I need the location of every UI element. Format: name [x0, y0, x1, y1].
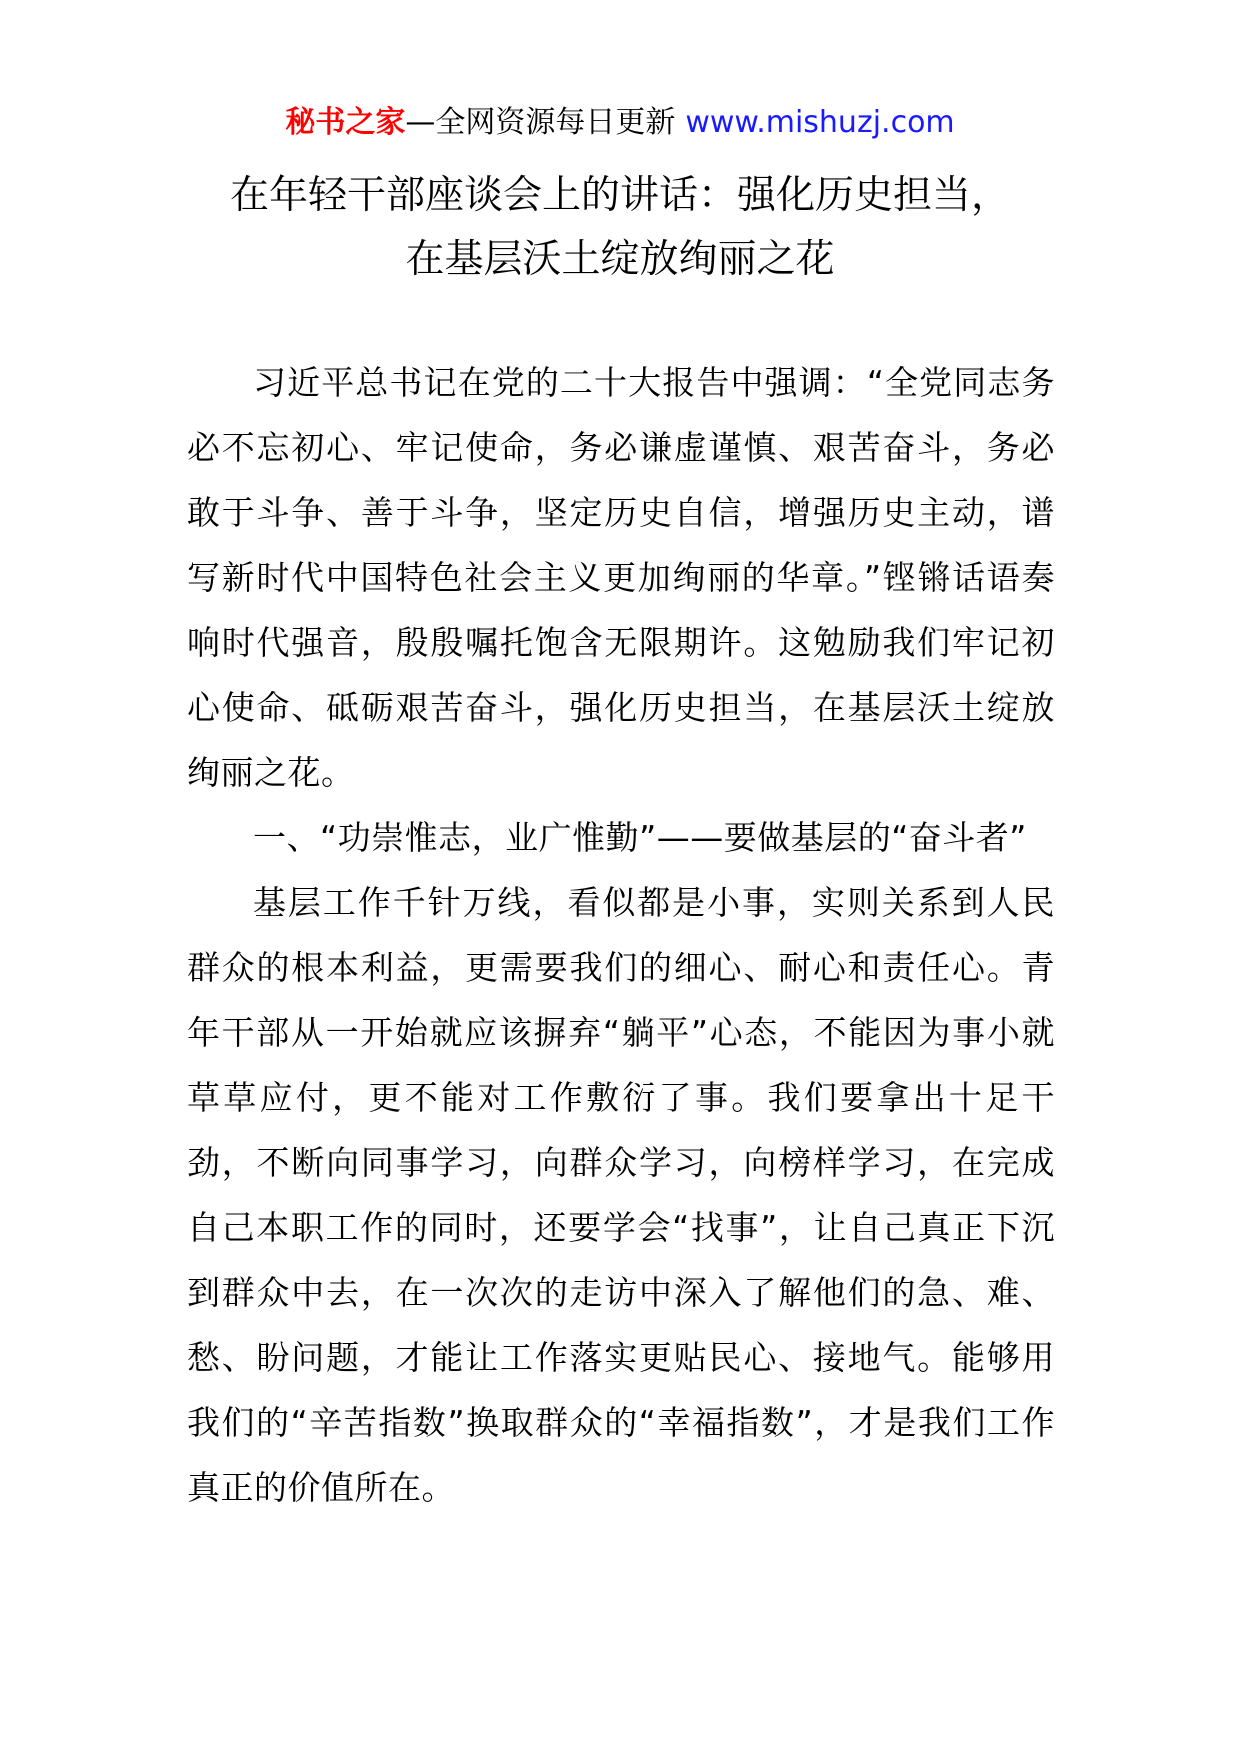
document-title — [0, 164, 1240, 292]
document-body — [187, 350, 1055, 1520]
paragraph-section-1: 基层工作千针万线，看似都是小事，实则关系到人民群众的根本利益，更需要我们的细心、耐心和责任心。青年干部从一开始就应该摒弃“躺平”心态，不能因为事小就草草应付，更不能对工作敷衍了事。我们要拿出十足干劲，不断向同事学习，向群众学习，向榜样学习，在完成自己本职工作的同时，还要学会“找事”，让自己真正下沉到群众中去，在一次次的走访中深入了解他们的急、难、愁、盼问题，才能让工作落实更贴民心、接地气。能够用我们的“辛苦指数”换取群众的“幸福指数”，才是我们工作真正的价值所在。 — [187, 883, 1055, 1507]
title-line-2: 在基层沃土绽放绚丽之花 — [405, 237, 835, 282]
title-line-1: 在年轻干部座谈会上的讲话：强化历史担当， — [229, 173, 1010, 218]
header-banner — [0, 101, 1240, 145]
section-heading-1: 一、“功崇惟志，业广惟勤”——要做基层的“奋斗者” — [253, 818, 1027, 857]
brand-name: 秘书之家 — [285, 105, 406, 140]
banner-slogan: —全网资源每日更新 — [405, 105, 676, 140]
site-url[interactable]: www.mishuzj.com — [685, 105, 955, 140]
paragraph-intro: 习近平总书记在党的二十大报告中强调：“全党同志务必不忘初心、牢记使命，务必谦虚谨慎、艰苦奋斗，务必敢于斗争、善于斗争，坚定历史自信，增强历史主动，谱写新时代中国特色社会主义更加绚丽的华章。”铿锵话语奏响时代强音，殷殷嘱托饱含无限期许。这勉励我们牢记初心使命、砥砺艰苦奋斗，强化历史担当，在基层沃土绽放绚丽之花。 — [187, 363, 1055, 792]
